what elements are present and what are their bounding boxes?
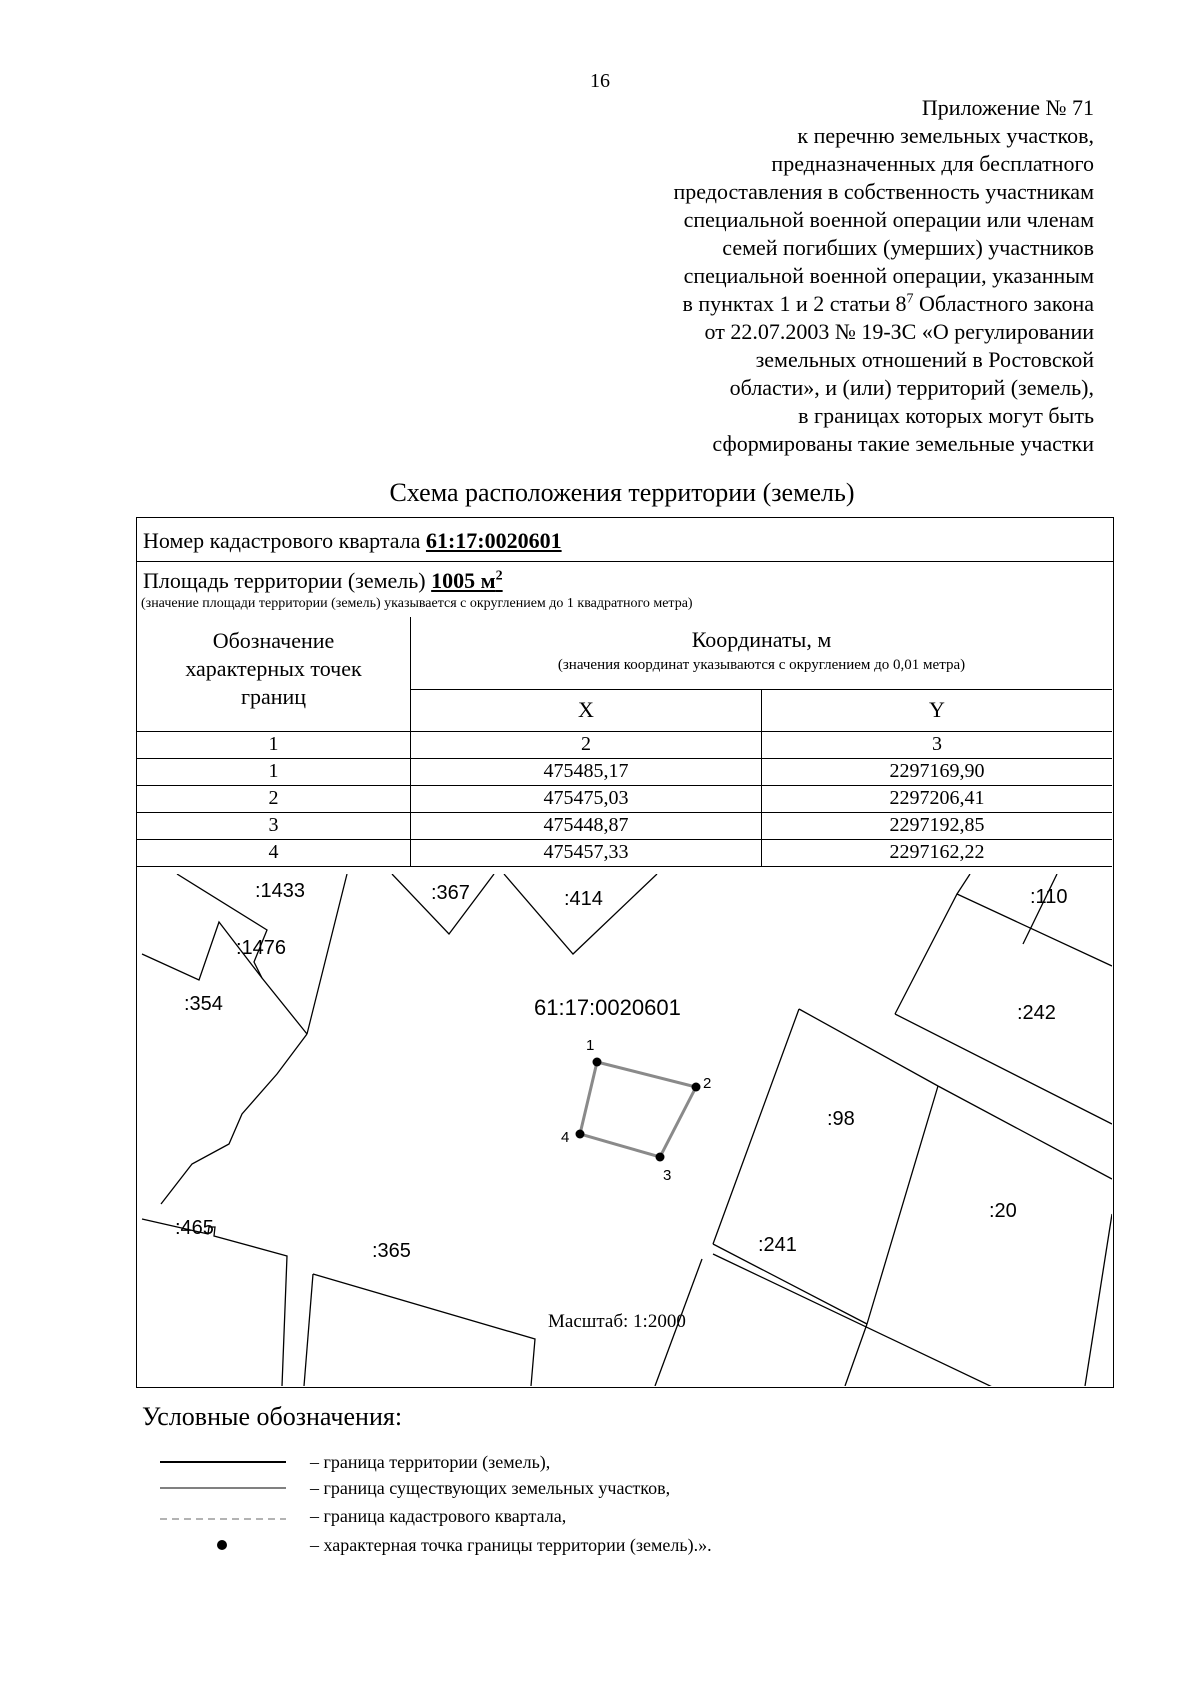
article-superscript: 7 <box>906 291 914 307</box>
legend-text: – граница кадастрового квартала, <box>310 1506 567 1526</box>
point-label-3: 3 <box>663 1167 672 1184</box>
legend-item <box>158 1532 1058 1558</box>
legend-item <box>158 1475 1058 1501</box>
parcel-label: :242 <box>1017 1002 1056 1024</box>
boundary-point-3 <box>656 1153 665 1162</box>
table-row <box>137 812 1112 839</box>
header-coords-note: (значения координат указываются с округлением до 0,01 метра) <box>557 657 966 673</box>
boundary-point-2 <box>692 1083 701 1092</box>
parcel-label: :354 <box>184 993 223 1015</box>
legend-text: – граница существующих земельных участков, <box>310 1478 671 1498</box>
legend-text: – граница территории (земель), <box>310 1452 551 1472</box>
area-row <box>143 568 503 594</box>
numbering-cell: 2 <box>411 731 762 758</box>
parcel-label: :98 <box>827 1108 855 1130</box>
header-y: Y <box>762 689 1113 731</box>
point-cell: 1 <box>137 758 411 785</box>
legend-title: Условные обозначения: <box>142 1402 403 1431</box>
x-cell: 475457,33 <box>411 839 762 866</box>
area-label: Площадь территории (земель) <box>143 568 426 593</box>
appendix-line: специальной военной операции, указанным <box>683 263 1094 288</box>
parcel-label: :1433 <box>255 880 306 902</box>
y-cell: 2297206,41 <box>762 785 1113 812</box>
parcel-boundary <box>304 1274 313 1386</box>
parcel-label: :414 <box>564 888 603 910</box>
y-cell: 2297192,85 <box>762 812 1113 839</box>
point-cell: 3 <box>137 812 411 839</box>
numbering-cell: 1 <box>137 731 411 758</box>
appendix-line: предоставления в собственность участникам <box>673 179 1094 204</box>
appendix-line <box>534 290 1094 318</box>
parcel-boundary <box>313 1274 535 1386</box>
parcel-boundary <box>895 894 1112 1014</box>
territory-line-symbol <box>158 1449 288 1475</box>
parcel-label: :20 <box>989 1200 1017 1222</box>
table-row <box>137 785 1112 812</box>
x-cell: 475485,17 <box>411 758 762 785</box>
header-points <box>137 617 411 731</box>
point-symbol <box>158 1532 288 1558</box>
appendix-line: предназначенных для бесплатного <box>771 151 1094 176</box>
scheme-frame <box>136 517 1114 1388</box>
area-unit-superscript: 2 <box>495 568 503 584</box>
quarter-value: 61:17:0020601 <box>425 528 562 553</box>
parcel-boundary <box>799 1009 938 1086</box>
map-scale: Масштаб: 1:2000 <box>548 1311 686 1332</box>
parcel-label: :241 <box>758 1234 797 1256</box>
numbering-cell: 3 <box>762 731 1113 758</box>
parcel-label: :110 <box>1030 886 1068 908</box>
boundary-point-4 <box>576 1130 585 1139</box>
header-coords <box>411 617 1113 689</box>
parcel-boundary <box>1023 874 1057 944</box>
appendix-line: в границах которых могут быть <box>798 403 1094 428</box>
parcel-boundary <box>895 1014 1112 1124</box>
parcel-boundary <box>161 1034 307 1204</box>
parcel-label: :367 <box>431 882 470 904</box>
parcel-boundary <box>938 1086 1112 1179</box>
cadastral-map <box>137 874 1112 1386</box>
area-note: (значение площади территории (земель) указывается с округлением до 1 квадратного метра) <box>141 596 693 611</box>
header-x: X <box>411 689 762 731</box>
parcel-line-symbol <box>158 1475 288 1501</box>
appendix-line-text: в пунктах 1 и 2 статьи 8 <box>682 291 907 316</box>
appendix-line: области», и (или) территорий (земель), <box>729 375 1094 400</box>
parcel-boundary <box>713 1009 799 1244</box>
appendix-line: от 22.07.2003 № 19-ЗС «О регулировании <box>704 319 1094 344</box>
y-cell: 2297162,22 <box>762 839 1113 866</box>
legend-item <box>158 1503 1058 1529</box>
quarter-label: Номер кадастрового квартала <box>143 528 421 553</box>
quarter-row <box>143 528 562 554</box>
page-number: 16 <box>590 70 610 92</box>
appendix-line: семей погибших (умерших) участников <box>722 235 1094 260</box>
parcel-boundary <box>142 1219 287 1386</box>
table-row <box>137 839 1112 866</box>
row-divider <box>137 561 1113 562</box>
header-coords-title: Координаты, м <box>691 627 832 652</box>
area-value <box>431 568 503 593</box>
parcel-label: :465 <box>175 1217 214 1239</box>
point-label-2: 2 <box>703 1075 712 1092</box>
coordinates-table <box>137 617 1112 867</box>
appendix-line: специальной военной операции или членам <box>683 207 1094 232</box>
parcel-boundary <box>1085 1214 1112 1386</box>
parcel-boundary <box>713 1244 867 1324</box>
point-cell: 4 <box>137 839 411 866</box>
point-label-1: 1 <box>586 1037 595 1054</box>
point-label-4: 4 <box>561 1129 570 1146</box>
quarter-line-symbol <box>158 1503 288 1529</box>
parcel-boundary <box>867 1086 938 1324</box>
appendix-line: Приложение № 71 <box>921 95 1094 120</box>
parcel-boundary <box>713 1254 1112 1386</box>
x-cell: 475448,87 <box>411 812 762 839</box>
x-cell: 475475,03 <box>411 785 762 812</box>
header-points-text: Обозначение характерных точек границ <box>185 628 362 709</box>
territory-boundary <box>580 1062 696 1157</box>
appendix-line-tail: Областного закона <box>913 291 1094 316</box>
legend-text: – характерная точка границы территории (земель).». <box>310 1535 712 1555</box>
point-cell: 2 <box>137 785 411 812</box>
map-quarter-label: 61:17:0020601 <box>534 995 681 1020</box>
document-title: Схема расположения территории (земель) <box>389 478 855 507</box>
parcel-boundary <box>957 874 970 894</box>
appendix-line: земельных отношений в Ростовской <box>755 347 1094 372</box>
appendix-header <box>534 94 1094 458</box>
parcel-boundary <box>307 874 347 1034</box>
parcel-label: :1476 <box>236 937 287 959</box>
parcel-label: :365 <box>372 1240 411 1262</box>
area-number: 1005 м <box>431 568 496 593</box>
appendix-line: к перечню земельных участков, <box>797 123 1094 148</box>
legend-item <box>158 1449 1058 1475</box>
table-row <box>137 758 1112 785</box>
parcel-boundary <box>504 874 657 954</box>
y-cell: 2297169,90 <box>762 758 1113 785</box>
boundary-point-1 <box>593 1058 602 1067</box>
appendix-line: сформированы такие земельные участки <box>712 431 1094 456</box>
parcel-boundary <box>845 1324 867 1386</box>
